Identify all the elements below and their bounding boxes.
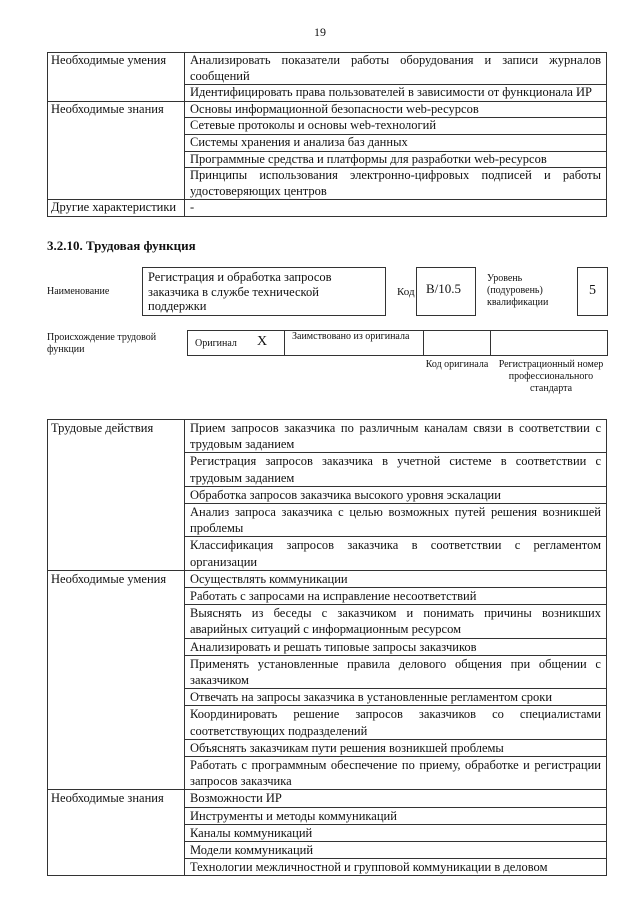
requirement-item: Классификация запросов заказчика в соответствии с регламентом организации [185,537,607,570]
requirement-item: Работать с программным обеспечение по приему, обработке и регистрации запросов заказчика [185,757,607,790]
row-group-label: Другие характеристики [48,200,185,217]
requirement-item: Координировать решение запросов заказчиков со специалистами соответствующих подразделений [185,706,607,739]
row-group-label: Необходимые умения [48,570,185,790]
code-value-box: B/10.5 [416,267,476,316]
requirement-item: Отвечать на запросы заказчика в установленные регламентом сроки [185,689,607,706]
section-heading: 3.2.10. Трудовая функция [47,238,196,253]
requirement-item: Объяснять заказчикам пути решения возникшей проблемы [185,739,607,756]
code-label: Код [397,286,415,298]
requirement-item: Программные средства и платформы для разработки web-ресурсов [185,151,607,168]
requirement-item: Инструменты и методы коммуникаций [185,807,607,824]
requirement-item: Анализировать показатели работы оборудования и записи журналов сообщений [185,53,607,85]
page-number: 19 [314,25,326,39]
row-group-label: Необходимые знания [48,101,185,200]
origin-label: Происхождение трудовой функции [47,332,157,355]
requirement-item: Анализ запроса заказчика с целью возможных путей решения возникшей проблемы [185,504,607,537]
table-row [48,790,607,807]
divider [423,330,424,356]
requirement-item: Каналы коммуникаций [185,824,607,841]
row-group-label: Трудовые действия [48,420,185,571]
level-label: Уровень (подуровень) квалификации [487,273,549,308]
requirement-item: Анализировать и решать типовые запросы заказчиков [185,638,607,655]
requirement-item: Применять установленные правила делового общения при общении с заказчиком [185,655,607,688]
requirement-item: Принципы использования электронно-цифровых подписей и работы удостоверяющих центров [185,168,607,200]
requirement-item: Модели коммуникаций [185,842,607,859]
table-row [48,420,607,453]
requirement-item: Осуществлять коммуникации [185,570,607,587]
level-value-box: 5 [577,267,608,316]
requirement-item: Системы хранения и анализа баз данных [185,134,607,151]
requirements-table-1 [47,52,607,217]
requirement-item: Выяснять из беседы с заказчиком и понимать причины возникших аварийных ситуаций с информационным ресурсом [185,605,607,638]
requirement-item: - [185,200,607,217]
original-mark: X [257,334,268,349]
requirement-item: Основы информационной безопасности web-ресурсов [185,101,607,118]
requirements-table-2 [47,419,607,876]
table-row [48,53,607,85]
requirement-item: Обработка запросов заказчика высокого уровня эскалации [185,486,607,503]
requirement-item: Возможности ИР [185,790,607,807]
table-row [48,570,607,587]
requirement-item: Работать с запросами на исправление несоответствий [185,588,607,605]
divider [284,330,285,356]
original-label: Оригинал [195,338,237,349]
registration-number-caption: Регистрационный номер профессионального стандарта [498,359,604,394]
table-row [48,200,607,217]
requirement-item: Регистрация запросов заказчика в учетной системе в соответствии с трудовым заданием [185,453,607,486]
requirement-item: Технологии межличностной и групповой коммуникации в деловом [185,859,607,876]
row-group-label: Необходимые умения [48,53,185,102]
divider [490,330,491,356]
name-label: Наименование [47,286,110,297]
code-original-caption: Код оригинала [425,359,489,370]
requirement-item: Прием запросов заказчика по различным каналам связи в соответствии с трудовым заданием [185,420,607,453]
requirement-item: Сетевые протоколы и основы web-технологий [185,118,607,135]
requirement-item: Идентифицировать права пользователей в зависимости от функционала ИР [185,85,607,102]
function-name-box: Регистрация и обработка запросов заказчика в службе технической поддержки [142,267,386,316]
table-row [48,101,607,118]
row-group-label: Необходимые знания [48,790,185,876]
borrowed-label: Заимствовано из оригинала [292,331,410,342]
